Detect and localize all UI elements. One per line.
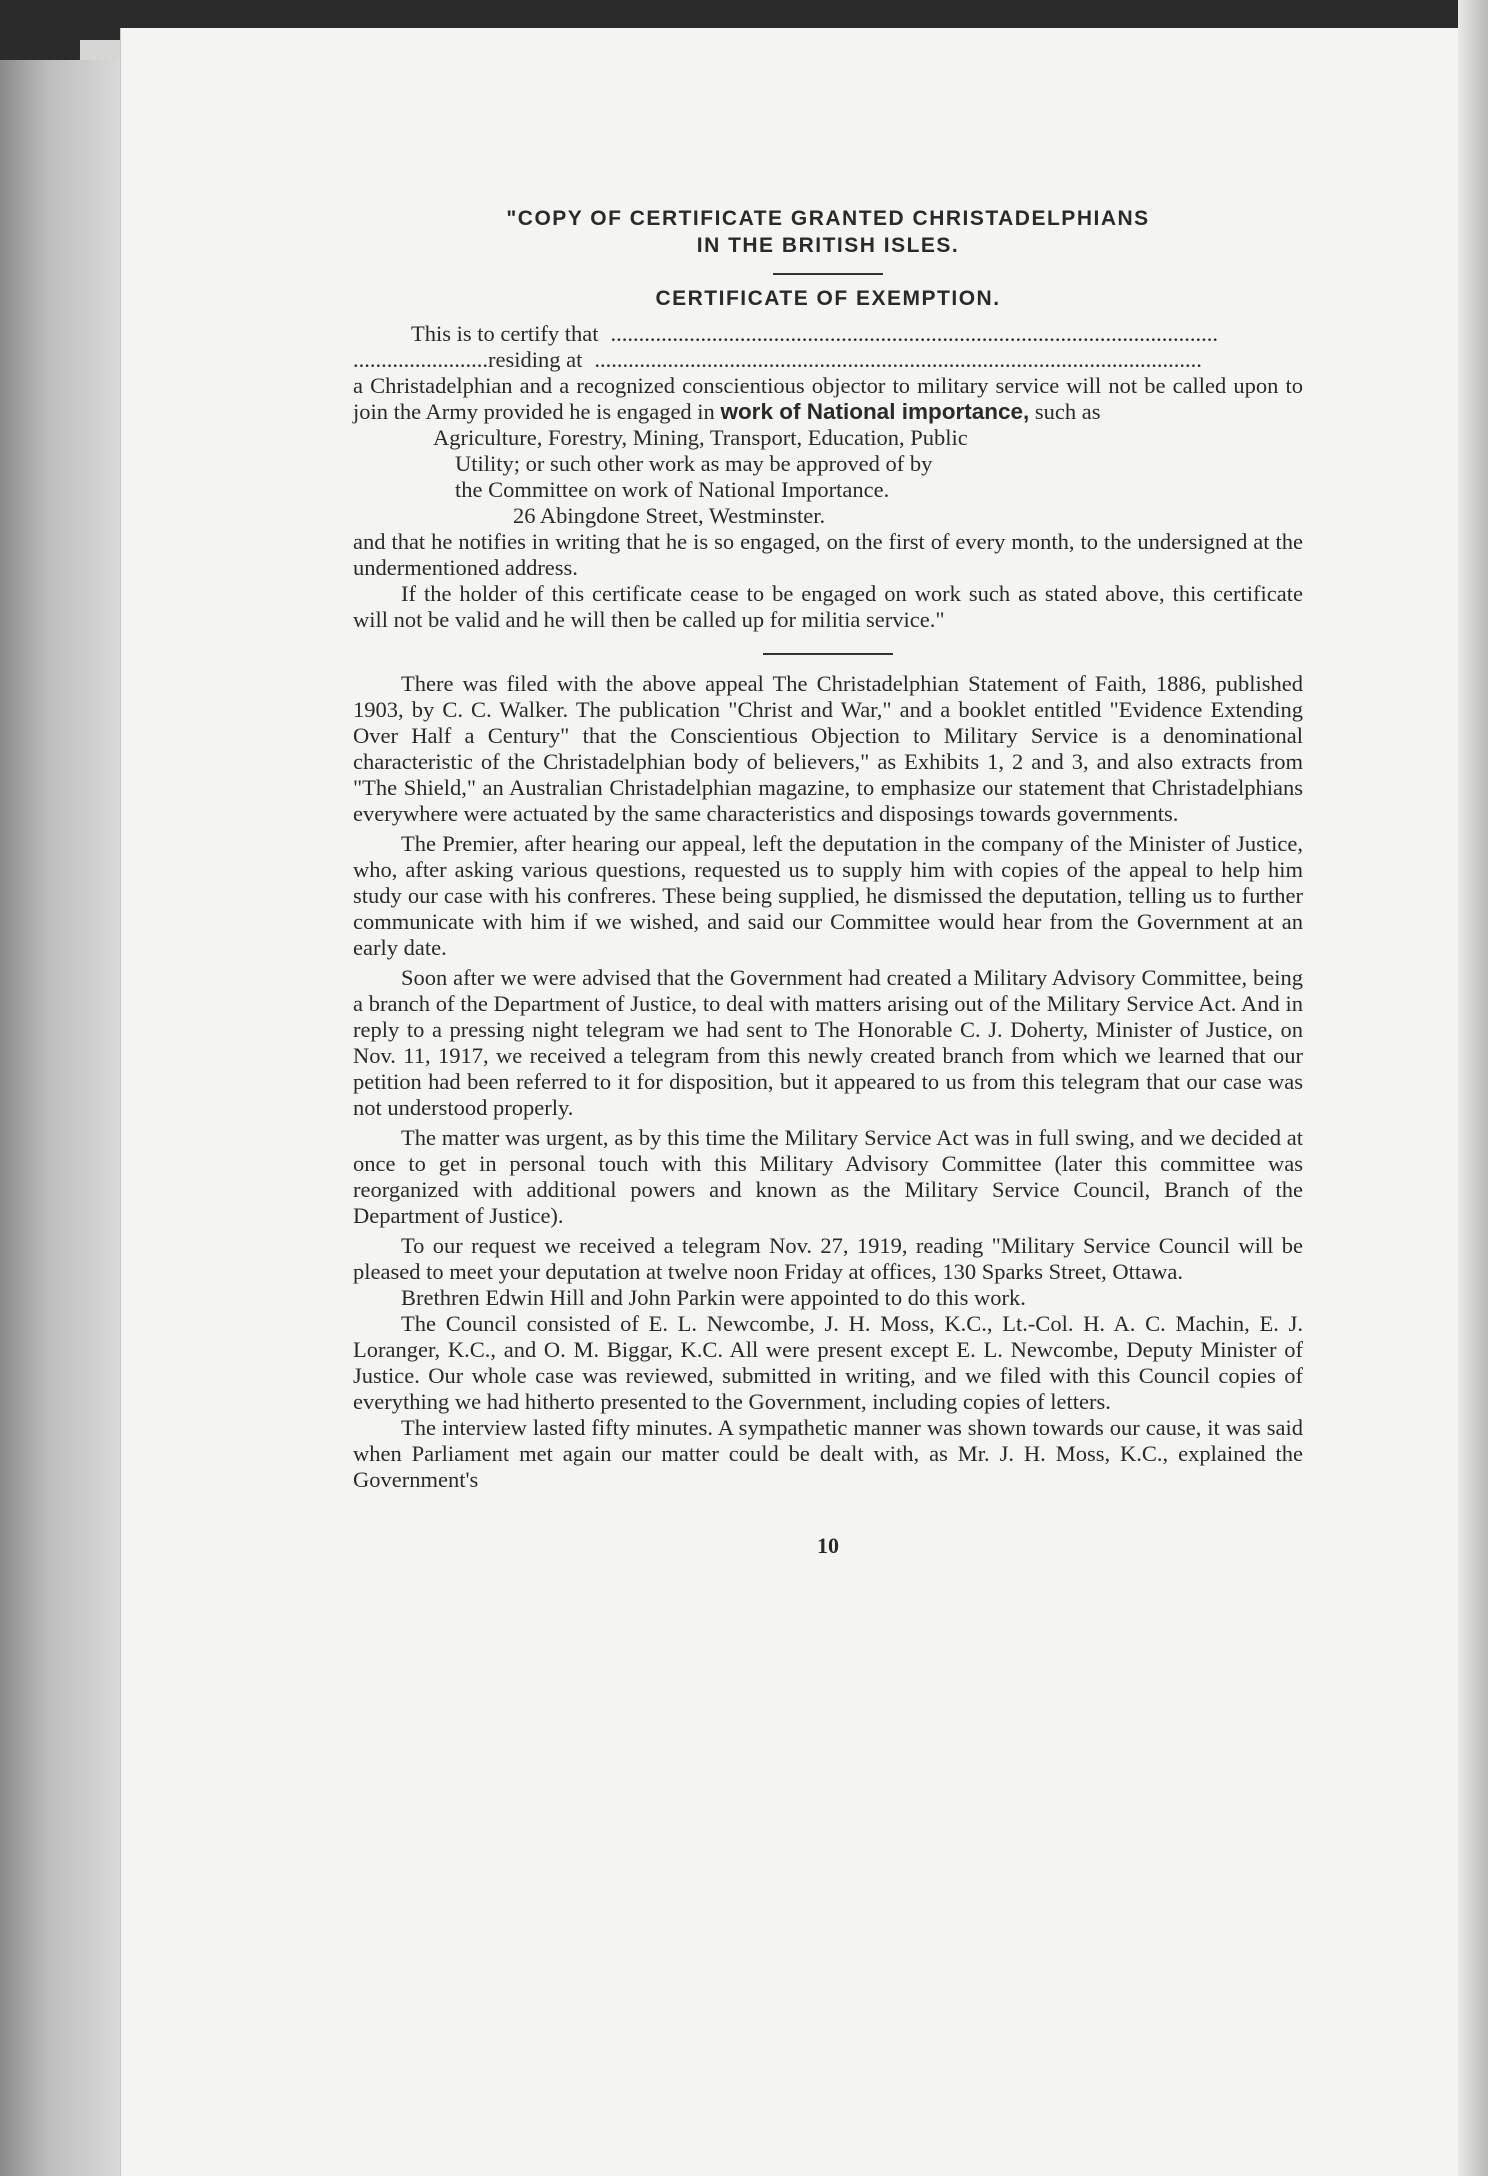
paragraph-1: There was filed with the above appeal The Christadelphian Statement of Faith, 1886, published 1903, by C. C. Walker. The publication "Christ and War," and a booklet entitled "Evidence Extending Over Half a Century" that the Conscientious Objection to Military Service is a denominational characteristic of the Christadelphian body of believers," as Exhibits 1, 2 and 3, and also extracts from "The Shield," an Australian Christadelphian magazine, to emphasize our statement that Christadelphians everywhere were actuated by the same characteristics and disposings towards governments.	[353, 671, 1303, 826]
page-content	[353, 205, 1303, 1559]
page-number: 10	[817, 1533, 839, 1558]
residing-blank-left: ........................	[353, 347, 488, 372]
section-rule	[763, 653, 893, 655]
heading-rule	[773, 273, 883, 275]
work-list-line-2: Utility; or such other work as may be approved of by	[455, 451, 933, 476]
certify-text: This is to certify that	[411, 321, 599, 346]
page-binding-shadow	[1458, 0, 1488, 2176]
paragraph-8: The interview lasted fifty minutes. A sympathetic manner was shown towards our cause, it was said when Parliament met again our matter could be dealt with, as Mr. J. H. Moss, K.C., explained the Government's	[353, 1415, 1303, 1492]
heading-line-2: IN THE BRITISH ISLES.	[696, 234, 960, 257]
work-list-line-4: 26 Abingdone Street, Westminster.	[513, 503, 826, 528]
paragraph-2: The Premier, after hearing our appeal, left the deputation in the company of the Minister of Justice, who, after asking various questions, requested us to supply him with copies of the appeal to help him study our case with his confreres. These being supplied, he dismissed the deputation, telling us to further communicate with him if we wished, and said our Committee would hear from the Government at an early date.	[353, 831, 1303, 960]
paragraph-4: The matter was urgent, as by this time the Military Service Act was in full swing, and we decided at once to get in personal touch with this Military Advisory Committee (later this committee was reorganized with additional powers and known as the Military Service Council, Branch of the Department of Justice).	[353, 1125, 1303, 1228]
residing-text: residing at	[488, 347, 583, 372]
page-edge-left	[0, 60, 120, 2176]
certificate-body-4: If the holder of this certificate cease to be engaged on work such as stated above, this certificate will not be valid and he will then be called up for militia service."	[353, 581, 1303, 632]
certificate-body-3: and that he notifies in writing that he is so engaged, on the first of every month, to the undersigned at the undermentioned address.	[353, 529, 1303, 580]
work-list-line-1: Agriculture, Forestry, Mining, Transport, Education, Public	[433, 425, 968, 450]
certificate-work-list	[433, 425, 1303, 529]
certificate-body-1: a Christadelphian and a recognized conscientious objector to military service will not be called upon to join the Army provided he is engaged in work of National importance, such as	[353, 373, 1303, 424]
certificate-emphasis: work of National importance,	[720, 399, 1030, 424]
heading-line-1: "COPY OF CERTIFICATE GRANTED CHRISTADELPHIANS	[506, 207, 1150, 230]
paragraph-5: To our request we received a telegram Nov. 27, 1919, reading "Military Service Council will be pleased to meet your deputation at twelve noon Friday at offices, 130 Sparks Street, Ottawa.	[353, 1233, 1303, 1284]
paragraph-3: Soon after we were advised that the Government had created a Military Advisory Committee, being a branch of the Department of Justice, to deal with matters arising out of the Military Service Act. And in reply to a pressing night telegram we had sent to The Honorable C. J. Doherty, Minister of Justice, on Nov. 11, 1917, we received a telegram from this newly created branch from which we learned that our petition had been referred to it for disposition, but it appeared to us from this telegram that our case was not understood properly.	[353, 965, 1303, 1120]
certify-blank: ............................................................................................................	[610, 321, 1218, 346]
paragraph-6: Brethren Edwin Hill and John Parkin were appointed to do this work.	[401, 1285, 1026, 1310]
paragraph-7: The Council consisted of E. L. Newcombe, J. H. Moss, K.C., Lt.-Col. H. A. C. Machin, E. J. Loranger, K.C., and O. M. Biggar, K.C. All were present except E. L. Newcombe, Deputy Minister of Justice. Our whole case was reviewed, submitted in writing, and we filed with this Council copies of everything we had hitherto presented to the Government, including copies of letters.	[353, 1311, 1303, 1414]
certify-line	[353, 321, 1303, 347]
residing-blank-right: ............................................................................................................	[594, 347, 1202, 372]
residing-line	[353, 347, 1303, 373]
certificate-title: CERTIFICATE OF EXEMPTION.	[655, 287, 1001, 310]
work-list-line-3: the Committee on work of National Importance.	[455, 477, 890, 502]
